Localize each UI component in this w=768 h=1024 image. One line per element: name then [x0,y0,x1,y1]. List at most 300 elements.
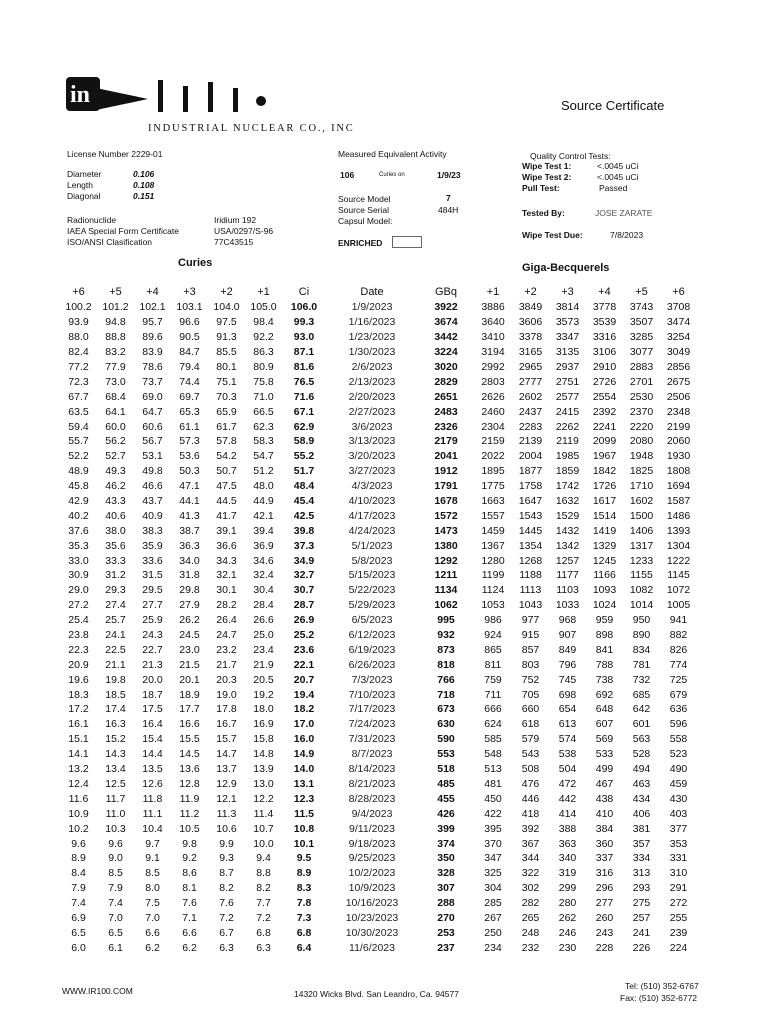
table-row [60,687,697,702]
table-cell: 2602 [518,390,543,403]
table-cell: 1124 [481,584,505,597]
table-cell: 19.4 [293,688,315,701]
table-cell: 2506 [666,390,691,403]
table-cell: 2/13/2023 [348,375,396,388]
table-cell: 34.0 [179,554,200,567]
table-cell: 19.8 [105,673,126,686]
table-cell: 313 [632,867,651,880]
table-cell: 1354 [518,539,543,552]
table-cell: 35.6 [105,539,126,552]
column-header: +2 [220,286,233,298]
table-cell: 857 [521,643,540,656]
table-cell: 16.9 [253,718,274,731]
table-cell: 68.4 [105,390,126,403]
table-cell: 673 [437,703,455,716]
table-cell: 463 [632,777,651,790]
table-cell: 9.6 [71,837,86,850]
table-cell: 10.0 [253,837,274,850]
pull-label: Pull Test: [522,183,560,193]
table-cell: 2179 [434,435,458,448]
table-cell: 44.9 [253,495,274,508]
table-cell: 5/15/2023 [348,569,396,582]
table-cell: 285 [484,897,502,910]
table-cell: 91.3 [216,331,237,344]
table-cell: 23.6 [293,643,315,656]
table-cell: 22.3 [68,643,89,656]
table-cell: 2530 [629,390,654,403]
table-cell: 1694 [666,480,691,493]
table-cell: 5/1/2023 [351,539,393,552]
table-cell: 50.3 [179,465,200,478]
table-cell: 25.7 [105,614,126,627]
table-cell: 57.3 [179,435,200,448]
table-cell: 12.8 [179,777,200,790]
table-cell: 89.6 [142,331,163,344]
table-cell: 2626 [481,390,505,403]
table-cell: 27.4 [105,599,126,612]
table-cell: 319 [558,867,577,880]
table-row [60,851,697,866]
table-cell: 265 [521,911,540,924]
table-cell: 3254 [666,331,691,344]
table-cell: 3285 [629,331,654,344]
table-cell: 12.4 [68,777,89,790]
table-cell: 3165 [518,346,543,359]
table-row [60,538,697,553]
table-cell: 20.0 [142,673,163,686]
table-cell: 38.0 [105,524,126,537]
table-cell: 65.9 [216,405,237,418]
table-cell: 30.1 [216,584,237,597]
table-cell: 14.8 [253,748,274,761]
table-cell: 7.3 [296,911,312,924]
table-cell: 2139 [518,435,543,448]
table-cell: 2326 [434,420,458,433]
table-cell: 40.9 [142,509,163,522]
table-cell: 711 [484,688,502,701]
table-cell: 508 [521,763,540,776]
table-cell: 2701 [629,375,654,388]
table-cell: 1543 [518,509,543,522]
table-cell: 2651 [434,390,458,403]
table-cell: 310 [669,867,688,880]
table-cell: 15.4 [142,733,163,746]
table-cell: 1367 [481,539,505,552]
table-cell: 15.5 [179,733,200,746]
column-header: +4 [598,286,611,298]
column-header: +1 [486,286,500,298]
table-cell: 932 [437,629,455,642]
table-cell: 6/19/2023 [348,643,396,656]
table-cell: 11.1 [142,807,163,820]
table-cell: 1967 [592,450,617,463]
table-cell: 98.4 [253,316,274,329]
table-cell: 13.9 [253,763,274,776]
table-cell: 20.9 [68,658,89,671]
table-cell: 7/10/2023 [348,688,396,701]
table-cell: 237 [437,941,455,954]
table-cell: 915 [521,629,540,642]
table-cell: 47.1 [179,480,200,493]
table-cell: 941 [669,614,688,627]
table-cell: 17.4 [105,703,126,716]
table-cell: 472 [558,777,577,790]
table-cell: 11.5 [294,807,314,820]
table-cell: 28.2 [216,599,237,612]
table-cell: 446 [521,792,540,805]
table-cell: 11.4 [253,807,274,820]
table-cell: 660 [521,703,540,716]
table-cell: 499 [595,763,614,776]
table-cell: 698 [558,688,577,701]
table-cell: 1419 [592,524,617,537]
table-cell: 56.7 [142,435,163,448]
table-cell: 1617 [592,495,617,508]
table-cell: 377 [669,822,688,835]
table-cell: 3708 [666,301,691,314]
table-cell: 22.5 [105,643,126,656]
table-cell: 7.6 [219,897,234,910]
table-cell: 7.9 [71,882,86,895]
table-cell: 12.3 [293,792,315,805]
table-cell: 890 [632,629,651,642]
table-cell: 277 [595,897,614,910]
table-cell: 11.0 [105,807,126,820]
table-cell: 16.3 [105,718,126,731]
table-cell: 13.2 [68,763,89,776]
table-cell: 90.5 [179,331,200,344]
table-cell: 826 [669,643,688,656]
table-cell: 630 [437,718,455,731]
table-cell: 803 [521,658,540,671]
table-cell: 267 [484,911,502,924]
pull-value: Passed [599,183,628,193]
table-cell: 2159 [481,435,505,448]
table-cell: 4/17/2023 [348,509,396,522]
table-cell: 10.7 [253,822,274,835]
table-cell: 59.4 [68,420,89,433]
table-cell: 2437 [518,405,543,418]
table-cell: 28.7 [293,599,315,612]
table-cell: 10/16/2023 [345,897,399,910]
table-cell: 6.3 [219,941,234,954]
table-cell: 246 [558,926,577,939]
table-cell: 21.9 [253,658,274,671]
table-cell: 1199 [481,569,505,582]
table-cell: 8.4 [71,867,86,880]
table-cell: 1005 [666,599,691,612]
table-cell: 8.8 [256,867,271,880]
table-cell: 2483 [434,405,458,418]
table-cell: 21.5 [179,658,200,671]
table-cell: 25.2 [293,629,315,642]
table-cell: 73.0 [105,375,126,388]
table-cell: 48.0 [253,480,274,493]
table-cell: 6.7 [219,926,234,939]
table-cell: 467 [595,777,614,790]
table-cell: 92.2 [253,331,274,344]
table-cell: 23.0 [179,643,200,656]
table-cell: 44.1 [179,495,200,508]
table-cell: 1678 [434,495,458,508]
table-cell: 51.2 [253,465,274,478]
table-cell: 62.9 [293,420,315,433]
table-cell: 17.8 [216,703,237,716]
table-cell: 25.9 [142,614,163,627]
table-row [60,523,697,538]
table-cell: 563 [632,733,651,746]
table-cell: 2726 [592,375,617,388]
table-cell: 47.5 [216,480,237,493]
table-cell: 272 [669,897,688,910]
tested-by-value: JOSE ZARATE [595,208,653,218]
table-cell: 253 [437,926,455,939]
table-cell: 1742 [555,480,580,493]
table-cell: 7.0 [145,911,160,924]
table-cell: 2910 [592,361,617,373]
table-cell: 8.9 [71,852,86,865]
table-cell: 337 [595,852,614,865]
table-cell: 476 [521,777,540,790]
table-cell: 7.4 [71,897,86,910]
table-cell: 33.0 [68,554,89,567]
table-cell: 49.3 [105,465,126,478]
license-number: License Number 2229-01 [67,149,163,159]
table-cell: 585 [484,733,502,746]
table-cell: 1103 [556,584,579,597]
table-cell: 6.6 [182,926,197,939]
table-cell: 8.9 [296,867,312,880]
enriched-label: ENRICHED [338,238,383,248]
table-cell: 26.2 [179,614,200,627]
table-cell: 77.2 [68,361,89,373]
table-cell: 494 [632,763,651,776]
footer-tel: Tel: (510) 352-6767 [625,981,699,991]
table-cell: 21.1 [105,658,126,671]
table-cell: 7.2 [219,911,234,924]
table-cell: 9.2 [182,852,197,865]
table-cell: 255 [669,911,688,924]
gbq-title: Giga-Becquerels [522,262,610,274]
table-cell: 1500 [629,509,654,522]
table-cell: 2992 [481,361,505,373]
table-cell: 2348 [666,405,691,418]
table-cell: 88.0 [68,331,89,344]
table-cell: 1459 [481,524,505,537]
logo-bars-icon [158,80,258,112]
table-cell: 9.0 [108,852,123,865]
table-cell: 6.1 [108,941,123,954]
table-cell: 45.4 [293,495,315,508]
table-row [60,598,697,613]
table-cell: 24.7 [216,629,237,642]
table-cell: 430 [669,792,688,805]
table-cell: 6.5 [71,926,86,939]
table-cell: 9.6 [108,837,123,850]
table-cell: 745 [558,673,577,686]
table-cell: 2022 [481,450,505,463]
table-cell: 8.2 [256,882,271,895]
table-cell: 9/25/2023 [348,852,396,865]
table-cell: 1/16/2023 [348,316,396,329]
table-cell: 1557 [481,509,505,522]
table-row [60,940,697,955]
table-cell: 882 [669,629,688,642]
table-cell: 1145 [667,569,690,582]
table-cell: 304 [484,882,502,895]
table-cell: 14.4 [142,748,163,761]
table-cell: 296 [595,882,614,895]
table-cell: 3606 [518,316,543,329]
table-cell: 24.5 [179,629,200,642]
column-header: +2 [524,286,537,298]
table-cell: 29.3 [105,584,126,597]
table-row [60,360,697,375]
table-cell: 85.5 [216,346,237,359]
column-header: GBq [434,286,457,298]
table-cell: 481 [484,777,502,790]
table-cell: 26.6 [253,614,274,627]
table-cell: 8.3 [296,882,312,895]
table-cell: 2283 [518,420,543,433]
table-cell: 1/30/2023 [348,346,396,359]
table-cell: 20.7 [293,673,315,686]
table-cell: 1257 [555,554,580,567]
table-cell: 353 [669,837,688,850]
table-cell: 275 [632,897,651,910]
table-cell: 388 [558,822,577,835]
table-row [60,866,697,881]
table-cell: 1155 [630,569,653,582]
table-cell: 618 [521,718,540,731]
table-cell: 102.1 [139,301,166,314]
table-cell: 67.7 [68,390,89,403]
table-cell: 374 [437,837,455,850]
table-cell: 97.5 [216,316,237,329]
table-cell: 15.1 [68,733,89,746]
table-cell: 2751 [555,375,580,388]
table-cell: 22.7 [142,643,163,656]
tested-by-label: Tested By: [522,208,565,218]
table-cell: 7/17/2023 [348,703,396,716]
table-cell: 1912 [434,465,458,478]
table-cell: 322 [521,867,540,880]
wipe2-value: <.0045 uCi [597,172,639,182]
table-cell: 291 [669,882,688,895]
table-row [60,508,697,523]
table-cell: 230 [558,941,577,954]
table-cell: 64.1 [105,405,126,418]
table-cell: 74.4 [179,375,200,388]
table-row [60,613,697,628]
table-cell: 8.6 [182,867,197,880]
table-cell: 19.0 [216,688,237,701]
table-cell: 2080 [629,435,654,448]
table-cell: 523 [669,748,688,761]
table-cell: 7.7 [256,897,271,910]
table-cell: 6.3 [256,941,271,954]
table-cell: 105.0 [250,301,277,314]
table-cell: 27.9 [179,599,200,612]
column-header: +6 [672,286,685,298]
iso-label: ISO/ANSI Clasification [67,237,153,247]
table-cell: 607 [595,718,614,731]
table-cell: 32.4 [253,569,274,582]
table-cell: 455 [437,792,455,805]
table-cell: 8.2 [219,882,234,895]
table-cell: 3573 [555,316,580,329]
table-row [60,672,697,687]
table-cell: 679 [669,688,688,701]
table-cell: 548 [484,748,502,761]
table-cell: 41.3 [179,509,200,522]
table-cell: 21.3 [142,658,163,671]
table-cell: 15.2 [105,733,126,746]
table-cell: 10.8 [293,822,315,835]
table-cell: 34.6 [253,554,274,567]
table-cell: 1188 [519,569,542,582]
table-cell: 299 [558,882,577,895]
table-cell: 2304 [481,420,505,433]
table-cell: 442 [558,792,577,805]
table-cell: 25.4 [68,614,89,627]
table-cell: 2777 [518,375,543,388]
table-cell: 613 [558,718,577,731]
column-header: Ci [298,286,310,298]
table-cell: 2577 [555,390,580,403]
wipe2-label: Wipe Test 2: [522,172,572,182]
table-cell: 558 [669,733,688,746]
table-cell: 83.9 [142,346,163,359]
table-cell: 33.6 [142,554,163,567]
table-cell: 13.4 [105,763,126,776]
table-cell: 841 [595,643,614,656]
table-row [60,374,697,389]
table-cell: 811 [484,658,502,671]
table-cell: 968 [558,614,577,627]
table-cell: 83.2 [105,346,126,359]
table-cell: 3814 [555,301,580,314]
table-cell: 849 [558,643,577,656]
table-cell: 23.8 [68,629,89,642]
table-cell: 3922 [434,301,458,314]
table-cell: 84.7 [179,346,200,359]
table-cell: 32.7 [293,569,315,582]
table-cell: 30.7 [293,584,315,597]
table-cell: 718 [437,688,455,701]
table-row [60,583,697,598]
table-cell: 1062 [434,599,458,612]
table-cell: 42.5 [293,509,315,522]
table-cell: 1529 [555,509,580,522]
table-cell: 17.0 [293,718,315,731]
table-cell: 95.7 [142,316,163,329]
table-row [60,791,697,806]
table-cell: 1245 [592,554,617,567]
table-cell: 3539 [592,316,617,329]
table-cell: 10/23/2023 [345,911,399,924]
table-cell: 334 [632,852,651,865]
table-cell: 12.2 [253,792,274,805]
table-cell: 732 [632,673,651,686]
table-cell: 15.7 [216,733,237,746]
table-cell: 61.7 [216,420,237,433]
table-cell: 3/20/2023 [348,450,396,463]
table-cell: 3224 [434,346,458,359]
table-cell: 232 [521,941,540,954]
table-cell: 19.6 [68,673,89,686]
table-cell: 10.3 [105,822,126,835]
